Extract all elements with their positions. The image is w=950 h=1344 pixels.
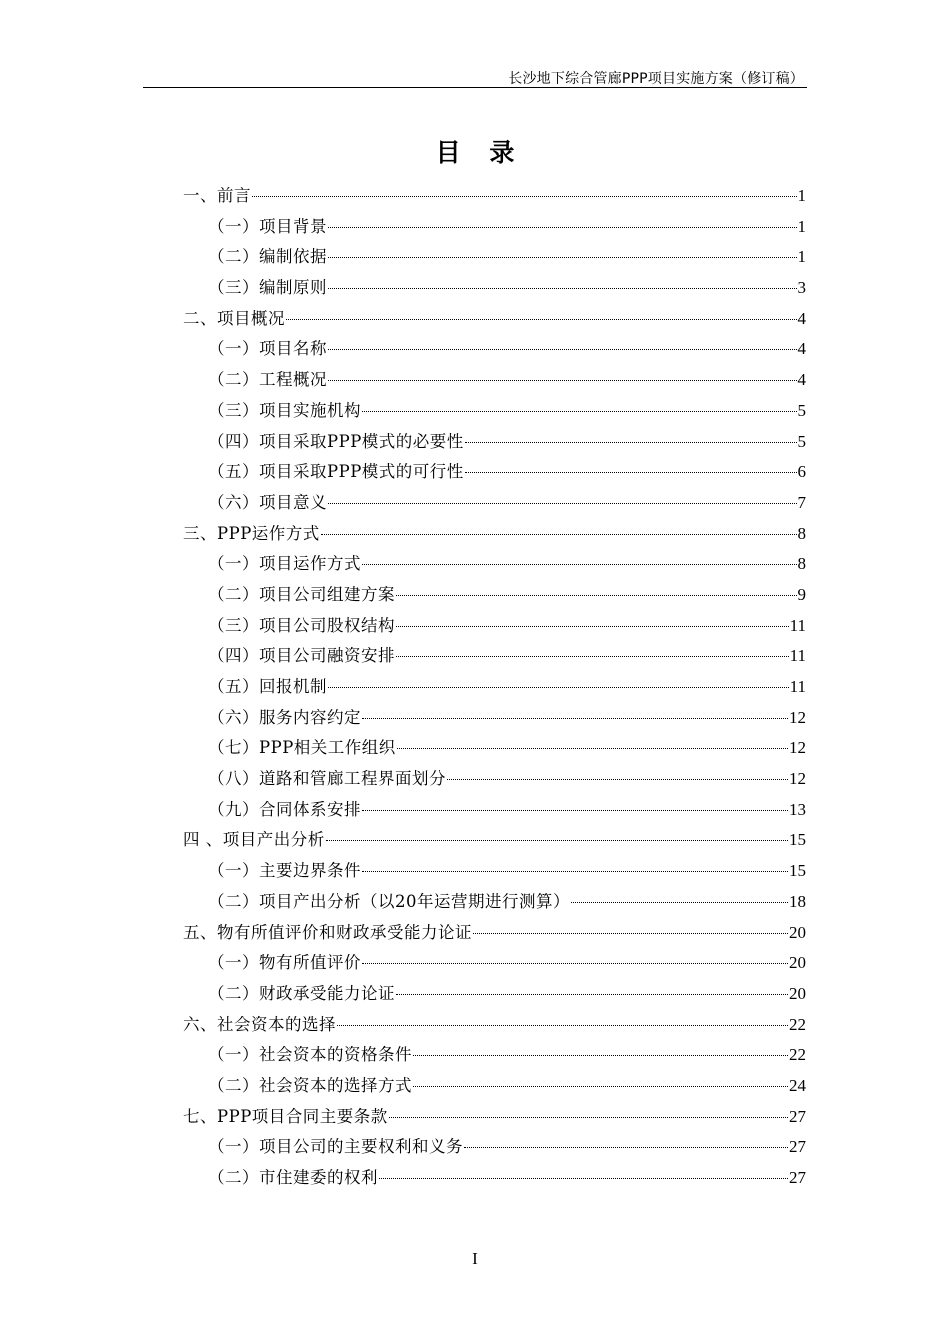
toc-entry-label: （一）项目运作方式 <box>208 554 361 574</box>
toc-entry[interactable] <box>183 334 806 365</box>
toc-entry-label: （三）编制原则 <box>208 278 327 298</box>
toc-entry-label: 二、项目概况 <box>183 308 285 328</box>
toc-entry-page: 11 <box>789 677 806 696</box>
toc-leader-dots <box>328 288 797 289</box>
toc-entry[interactable] <box>183 396 806 427</box>
toc-entry-label: （一）项目名称 <box>208 339 327 359</box>
toc-entry[interactable] <box>183 825 806 856</box>
toc-entry[interactable] <box>183 427 806 458</box>
toc-entry-label: 一、前言 <box>183 186 251 205</box>
toc-entry-label: （五）项目采取PPP模式的可行性 <box>208 462 464 482</box>
toc-entry[interactable] <box>183 611 806 642</box>
toc-leader-dots <box>362 718 788 719</box>
toc-leader-dots <box>465 472 797 473</box>
toc-entry[interactable] <box>183 918 806 949</box>
toc-entry-page: 4 <box>797 370 806 390</box>
toc-entry[interactable] <box>183 979 806 1010</box>
toc-entry-page: 20 <box>789 922 806 942</box>
toc-leader-dots <box>328 687 789 688</box>
toc-entry-page: 27 <box>789 1137 806 1157</box>
toc-entry-label: （六）项目意义 <box>208 492 327 512</box>
toc-entry-page: 7 <box>797 492 806 512</box>
toc-leader-dots <box>321 534 797 535</box>
toc-entry-label: （二）财政承受能力论证 <box>208 983 395 1003</box>
toc-entry-page: 3 <box>797 278 806 298</box>
toc-entry-page: 27 <box>789 1168 806 1187</box>
toc-leader-dots <box>396 626 789 627</box>
toc-entry-label: （二）项目公司组建方案 <box>208 584 395 604</box>
toc-entry-label: （三）项目公司股权结构 <box>208 615 395 635</box>
toc-entry[interactable] <box>183 1071 806 1102</box>
toc-entry-label: （六）服务内容约定 <box>208 707 361 727</box>
toc-entry[interactable] <box>183 764 806 795</box>
toc-entry-page: 12 <box>789 707 806 727</box>
toc-entry[interactable] <box>183 948 806 979</box>
toc-entry[interactable] <box>183 1132 806 1163</box>
toc-entry-page: 12 <box>789 769 806 789</box>
page-number: I <box>472 1249 478 1268</box>
toc-entry[interactable] <box>183 212 806 243</box>
toc-entry-label: （二）市住建委的权利 <box>208 1168 378 1187</box>
toc-leader-dots <box>571 902 788 903</box>
toc-leader-dots <box>379 1178 788 1179</box>
toc-leader-dots <box>362 411 797 412</box>
toc-entry-page: 22 <box>789 1014 806 1034</box>
header-rule <box>143 87 807 88</box>
toc-entry[interactable] <box>183 672 806 703</box>
toc-leader-dots <box>464 1147 788 1148</box>
toc-entry-page: 27 <box>789 1106 806 1126</box>
toc-entry-page: 8 <box>797 523 806 543</box>
toc-entry[interactable] <box>183 887 806 918</box>
toc-entry[interactable] <box>183 580 806 611</box>
toc-leader-dots <box>447 779 788 780</box>
toc-leader-dots <box>337 1025 788 1026</box>
toc-leader-dots <box>252 196 797 197</box>
toc-entry[interactable] <box>183 641 806 672</box>
toc-entry-label: （一）物有所值评价 <box>208 953 361 973</box>
toc-entry-page: 20 <box>789 953 806 973</box>
toc-leader-dots <box>397 748 788 749</box>
toc-entry[interactable] <box>183 457 806 488</box>
toc-leader-dots <box>473 933 788 934</box>
toc-entry-label: （二）项目产出分析（以20年运营期进行测算） <box>208 891 570 911</box>
toc-leader-dots <box>328 380 797 381</box>
toc-entry[interactable] <box>183 273 806 304</box>
toc-leader-dots <box>328 227 797 228</box>
toc-entry-page: 1 <box>797 247 806 267</box>
toc-entry-page: 15 <box>789 830 806 850</box>
toc-entry[interactable] <box>183 242 806 273</box>
toc-entry[interactable] <box>183 1040 806 1071</box>
toc-entry[interactable] <box>183 1010 806 1041</box>
toc-entry-page: 24 <box>789 1075 806 1095</box>
toc-entry-label: （二）社会资本的选择方式 <box>208 1075 412 1095</box>
toc-leader-dots <box>362 810 788 811</box>
toc-leader-dots <box>396 994 788 995</box>
toc-entry[interactable] <box>183 519 806 550</box>
toc-entry-label: （一）项目背景 <box>208 216 327 236</box>
toc-leader-dots <box>362 871 788 872</box>
toc-entry-page: 15 <box>789 861 806 881</box>
toc-leader-dots <box>413 1086 788 1087</box>
table-of-contents <box>183 181 806 1194</box>
toc-leader-dots <box>328 257 797 258</box>
toc-entry-label: （一）项目公司的主要权利和义务 <box>208 1137 463 1157</box>
toc-leader-dots <box>328 349 797 350</box>
toc-entry-label: （二）编制依据 <box>208 247 327 267</box>
toc-leader-dots <box>328 503 797 504</box>
toc-entry-page: 8 <box>797 554 806 574</box>
toc-leader-dots <box>326 840 788 841</box>
toc-entry-label: 六、社会资本的选择 <box>183 1014 336 1034</box>
toc-entry-page: 11 <box>789 615 806 635</box>
toc-entry-label: （一）主要边界条件 <box>208 861 361 881</box>
toc-leader-dots <box>362 963 788 964</box>
toc-leader-dots <box>465 442 797 443</box>
toc-entry[interactable] <box>183 856 806 887</box>
toc-entry-page: 18 <box>789 891 806 911</box>
running-header: 长沙地下综合管廊PPP项目实施方案（修订稿） <box>508 71 804 87</box>
toc-entry-label: （七）PPP相关工作组织 <box>208 738 396 758</box>
toc-entry[interactable] <box>183 365 806 396</box>
toc-entry-page: 9 <box>797 584 806 604</box>
toc-entry-label: 五、物有所值评价和财政承受能力论证 <box>183 922 472 942</box>
toc-entry-page: 1 <box>797 216 806 236</box>
toc-leader-dots <box>389 1117 788 1118</box>
toc-entry-label: （一）社会资本的资格条件 <box>208 1045 412 1065</box>
toc-entry-page: 22 <box>789 1045 806 1065</box>
toc-leader-dots <box>413 1055 788 1056</box>
toc-entry-label: （八）道路和管廊工程界面划分 <box>208 769 446 789</box>
toc-entry-page: 6 <box>797 462 806 482</box>
toc-entry-label: 七、PPP项目合同主要条款 <box>183 1106 388 1126</box>
toc-entry-page: 1 <box>797 186 806 205</box>
toc-entry-page: 5 <box>797 400 806 420</box>
toc-entry[interactable] <box>183 1102 806 1133</box>
toc-leader-dots <box>396 656 789 657</box>
toc-entry[interactable] <box>183 549 806 580</box>
toc-entry-page: 11 <box>789 646 806 666</box>
toc-entry-page: 4 <box>797 308 806 328</box>
toc-entry[interactable] <box>183 795 806 826</box>
toc-entry-label: （三）项目实施机构 <box>208 400 361 420</box>
toc-entry-label: 四 、项目产出分析 <box>183 830 325 850</box>
toc-entry-page: 13 <box>789 799 806 819</box>
toc-entry-label: （九）合同体系安排 <box>208 799 361 819</box>
toc-entry-page: 12 <box>789 738 806 758</box>
toc-entry-label: （二）工程概况 <box>208 370 327 390</box>
toc-entry-label: （四）项目公司融资安排 <box>208 646 395 666</box>
toc-entry[interactable] <box>183 733 806 764</box>
toc-entry-page: 5 <box>797 431 806 451</box>
toc-entry[interactable] <box>183 703 806 734</box>
toc-entry[interactable] <box>183 304 806 335</box>
toc-entry-page: 4 <box>797 339 806 359</box>
toc-entry[interactable] <box>183 181 806 212</box>
toc-leader-dots <box>362 564 797 565</box>
toc-title: 目 录 <box>435 138 525 167</box>
toc-entry-label: （四）项目采取PPP模式的必要性 <box>208 431 464 451</box>
toc-entry-label: （五）回报机制 <box>208 677 327 696</box>
toc-entry-label: 三、PPP运作方式 <box>183 523 320 543</box>
toc-entry-page: 20 <box>789 983 806 1003</box>
toc-leader-dots <box>396 595 797 596</box>
toc-entry[interactable] <box>183 1163 806 1194</box>
toc-entry[interactable] <box>183 488 806 519</box>
toc-leader-dots <box>286 319 797 320</box>
